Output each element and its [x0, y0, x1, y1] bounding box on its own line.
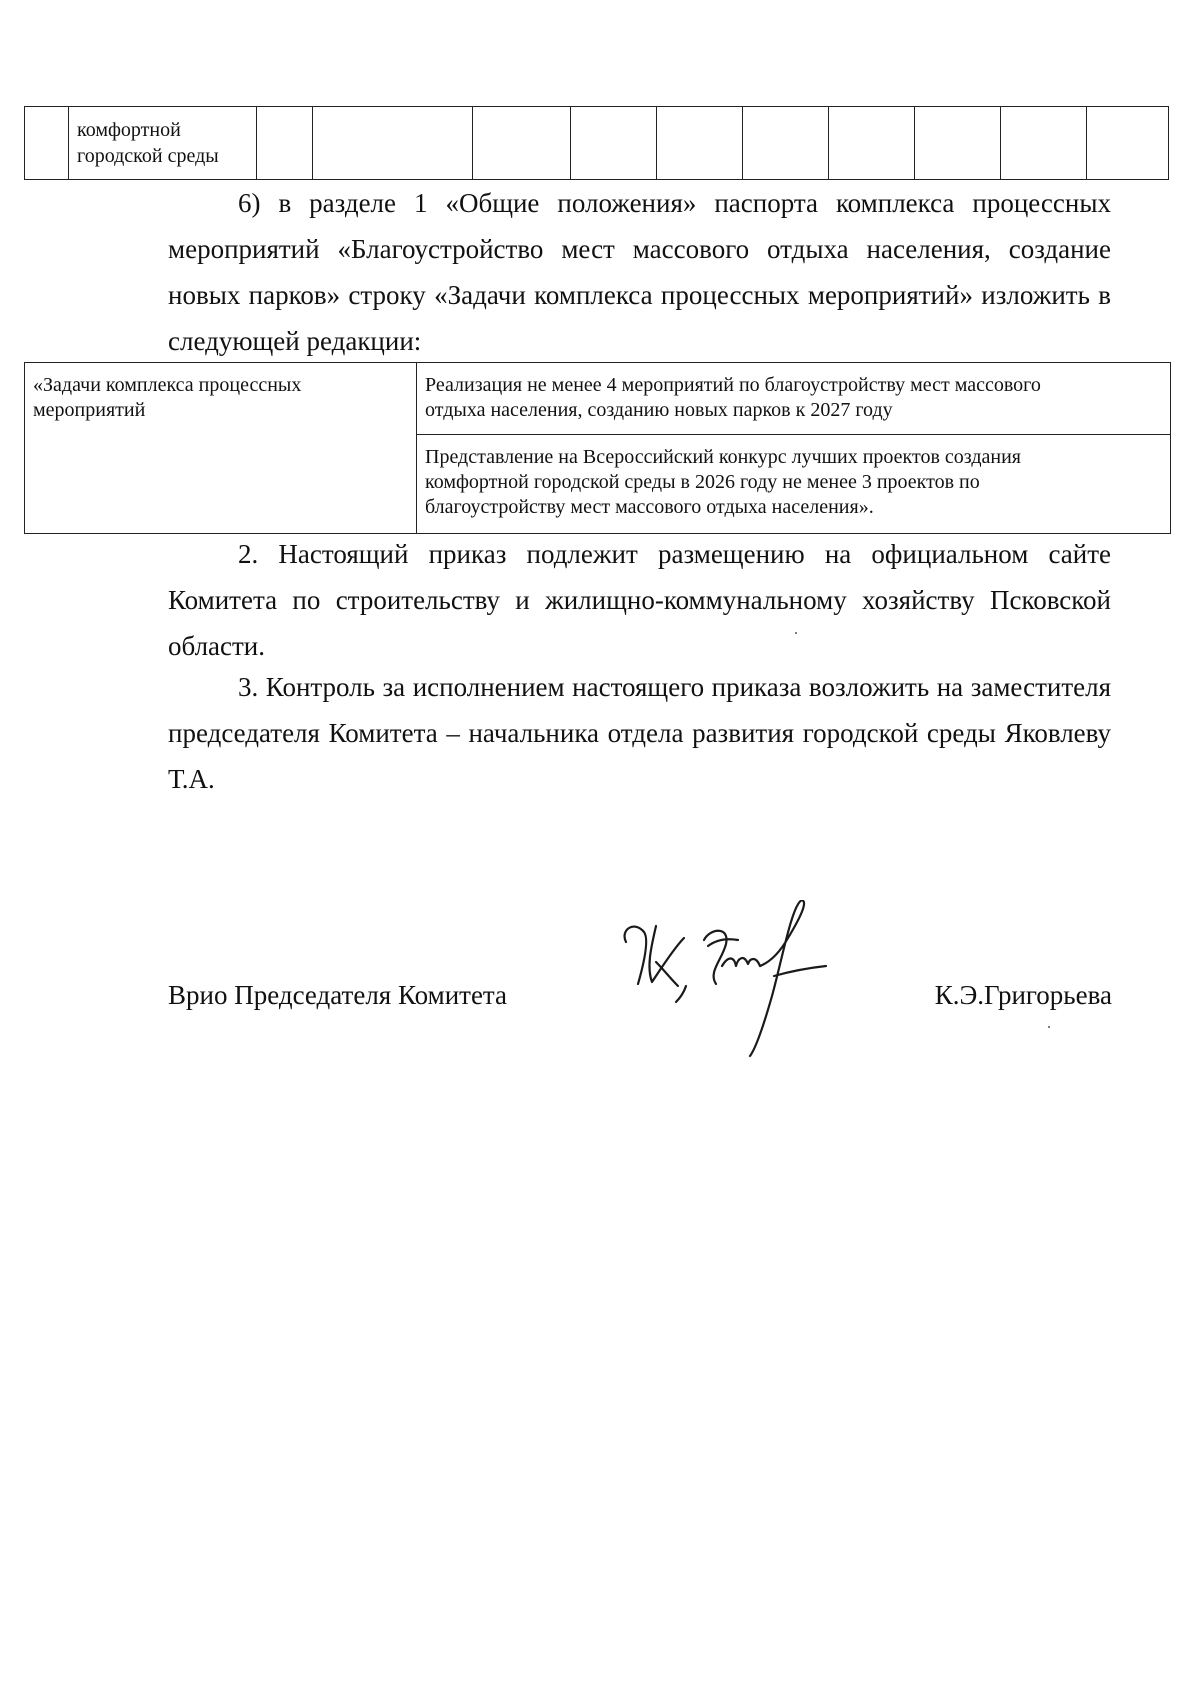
signatory-role: Врио Председателя Комитета [168, 980, 508, 1010]
continuation-table [24, 106, 1169, 180]
table-cell [1001, 107, 1087, 180]
tasks-label-line: мероприятий [33, 399, 146, 421]
table-row [25, 107, 1169, 180]
item-6-paragraph: 6) в разделе 1 «Общие положения» паспорта комплекса процессных мероприятий «Благоустройство мест массового отдыха населения, создание новых парков» строку «Задачи комплекса процессных мероприятий» изложить в следующей редакции: [168, 188, 1111, 356]
scan-speck [795, 632, 797, 634]
table-row [25, 363, 1171, 435]
table-cell [915, 107, 1001, 180]
handwritten-signature [612, 900, 852, 1060]
tasks-label-cell [25, 363, 417, 534]
table-cell [473, 107, 571, 180]
table-cell [313, 107, 473, 180]
table-cell [25, 107, 69, 180]
cell-text-line: комфортной [77, 119, 181, 141]
table-cell [257, 107, 313, 180]
table-cell [743, 107, 829, 180]
table-cell [69, 107, 257, 180]
task-text-line: Реализация не менее 4 мероприятий по благоустройству мест массового [425, 374, 1041, 396]
scan-speck [1048, 1026, 1050, 1028]
tasks-table [24, 362, 1171, 534]
table-cell [571, 107, 657, 180]
item-3-paragraph: 3. Контроль за исполнением настоящего приказа возложить на заместителя председателя Комитета – начальника отдела развития городской среды Яковлеву Т.А. [168, 672, 1111, 794]
task-text-line: комфортной городской среды в 2026 году не менее 3 проектов по [425, 471, 980, 493]
tasks-label-line: «Задачи комплекса процессных [33, 374, 302, 396]
cell-text-line: городской среды [77, 145, 219, 167]
table-cell [829, 107, 915, 180]
task-text-line: благоустройству мест массового отдыха населения». [425, 496, 874, 518]
cell-text [69, 107, 256, 169]
task-text-line: отдыха населения, созданию новых парков к 2027 году [425, 399, 893, 421]
item-2-paragraph: 2. Настоящий приказ подлежит размещению на официальном сайте Комитета по строительству и жилищно-коммунальному хозяйству Псковской области. [168, 539, 1111, 661]
task-2-cell [417, 435, 1171, 534]
task-text-line: Представление на Всероссийский конкурс лучших проектов создания [425, 446, 1021, 468]
task-1-cell [417, 363, 1171, 435]
signatory-name: К.Э.Григорьева [934, 980, 1112, 1010]
table-cell [1087, 107, 1169, 180]
table-cell [657, 107, 743, 180]
